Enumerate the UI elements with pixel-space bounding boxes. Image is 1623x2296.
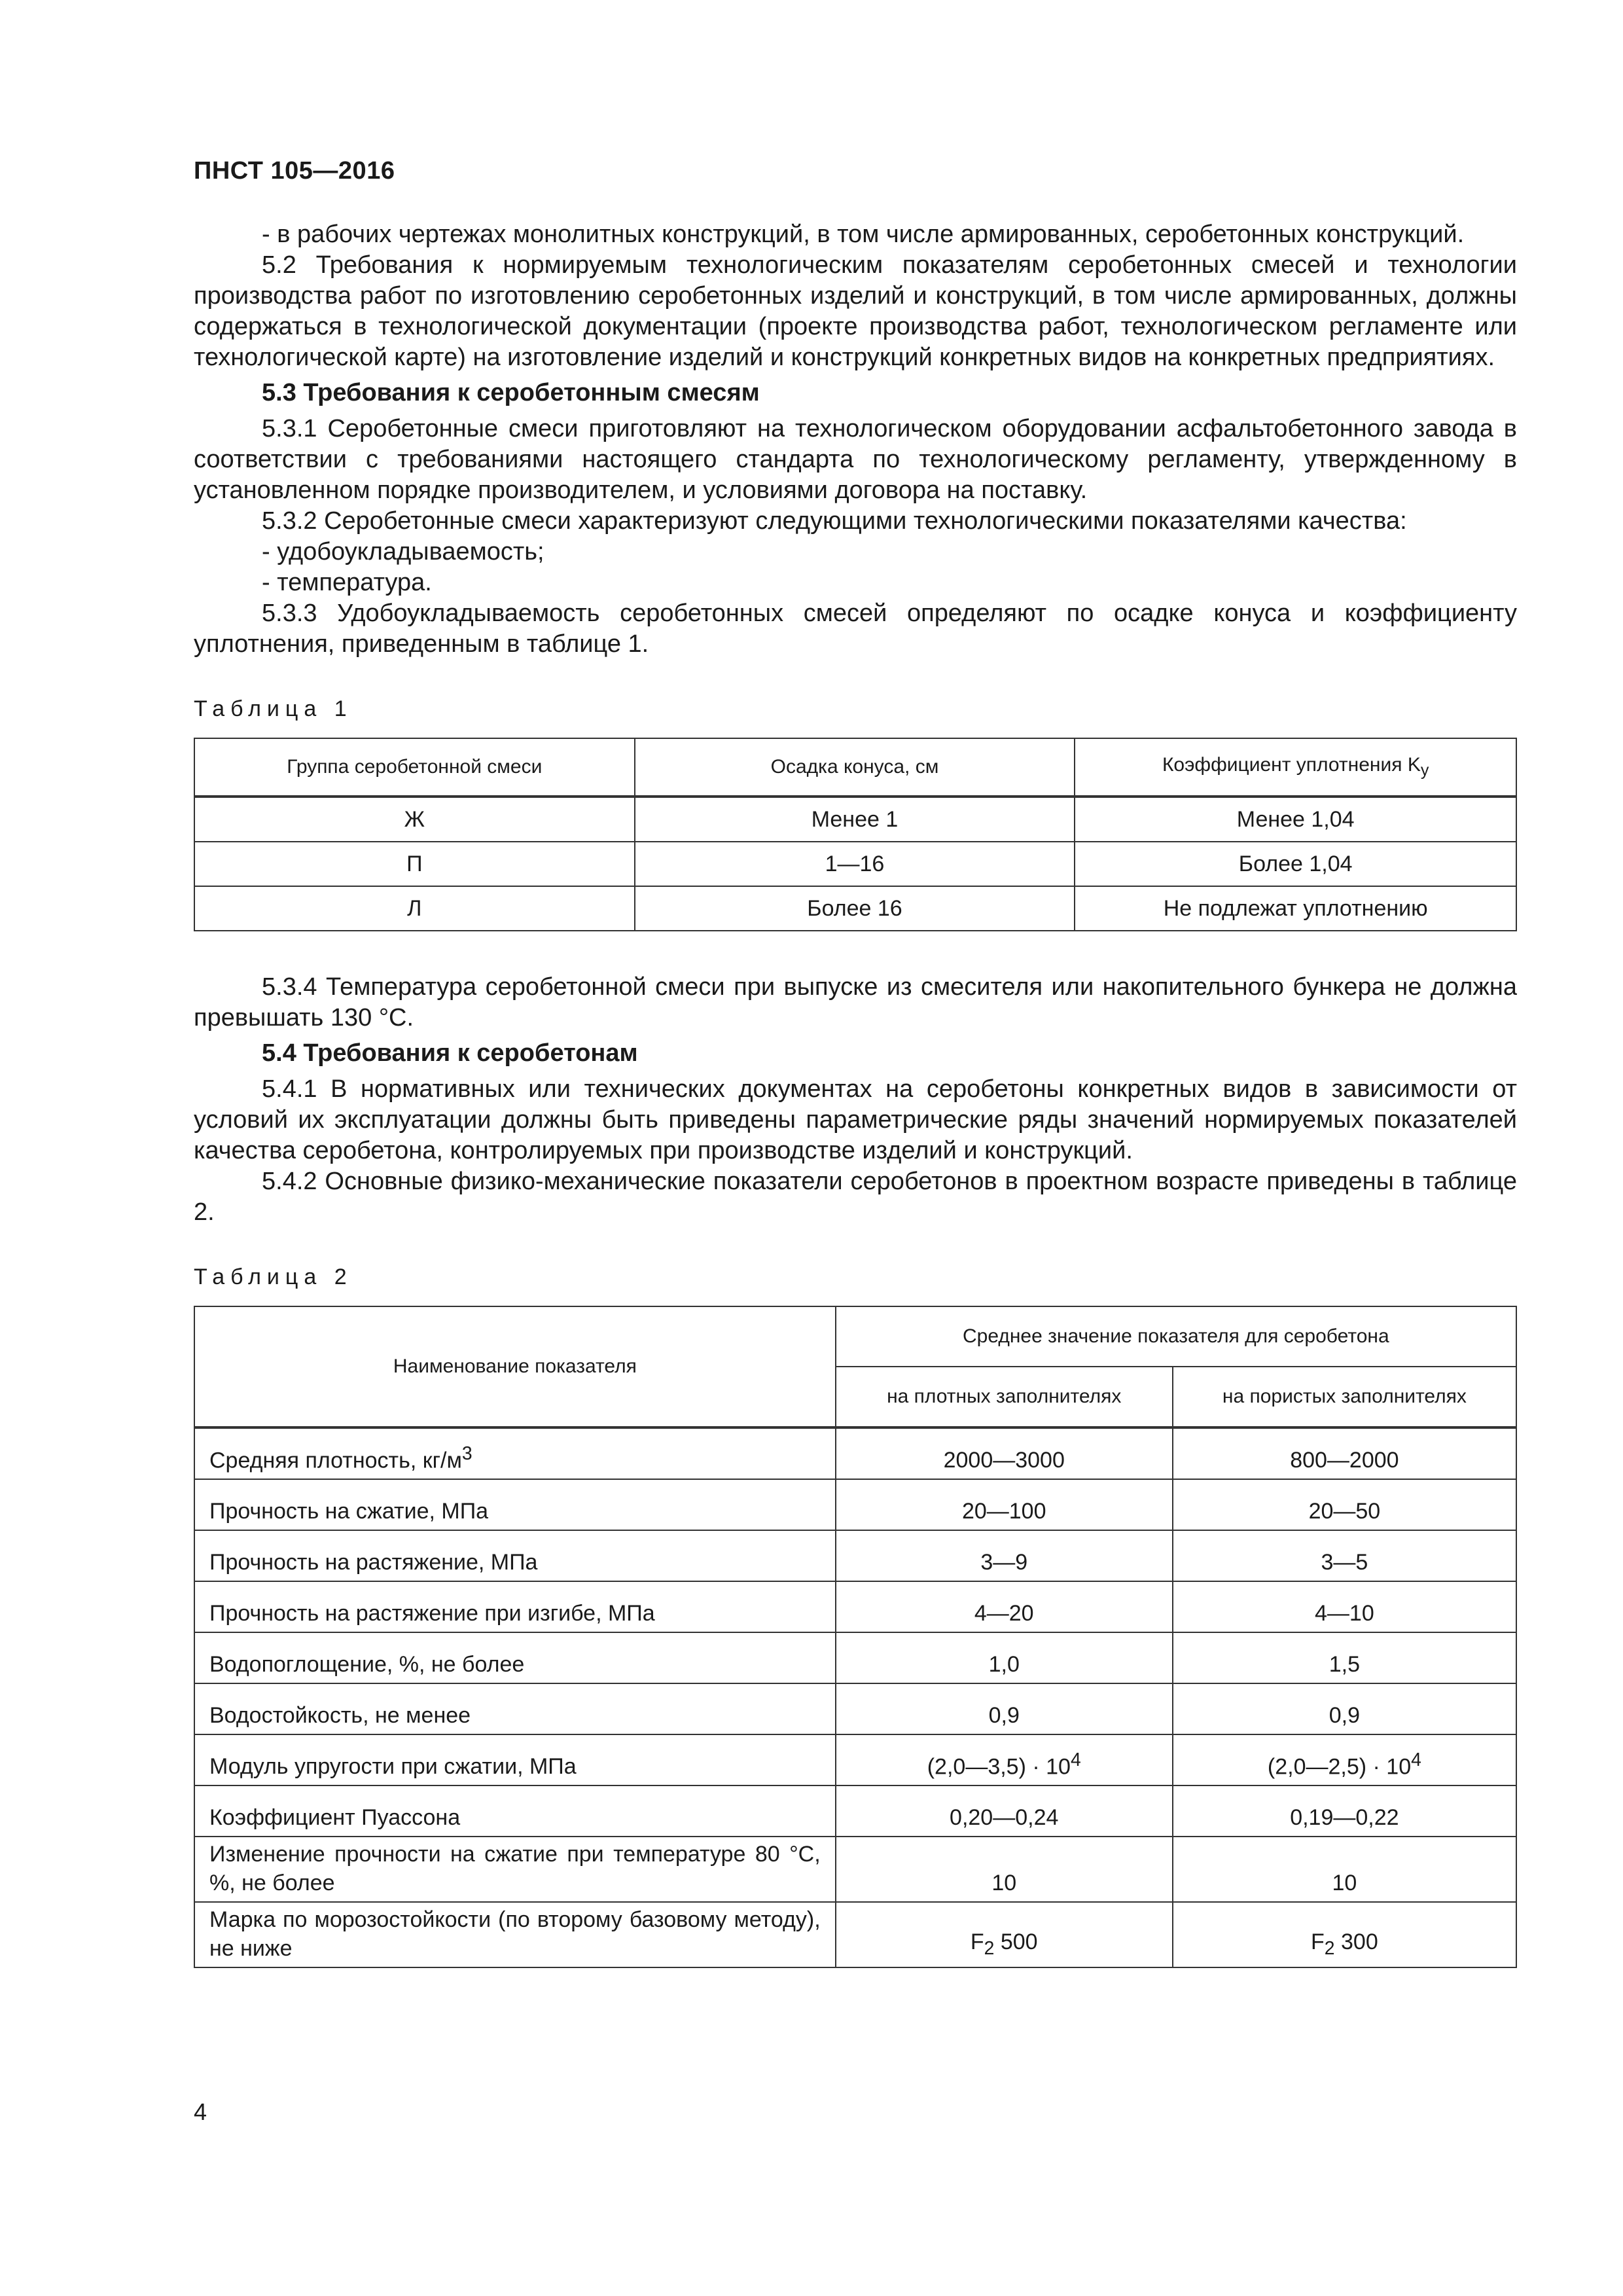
indicator-text: Прочность на сжатие, МПа	[209, 1499, 489, 1524]
value-text: 800—2000	[1290, 1448, 1399, 1473]
indicator-text: Коэффициент Пуассона	[209, 1805, 461, 1830]
table2-indicator-name	[194, 1632, 836, 1683]
value-subscript: 2	[984, 1938, 995, 1959]
table2-value-dense	[836, 1530, 1173, 1581]
table2-value-porous	[1173, 1530, 1516, 1581]
value-text: (2,0—2,5) · 10	[1267, 1754, 1412, 1779]
table-row	[194, 797, 1516, 842]
table1-cell: Не подлежат уплотнению	[1075, 886, 1516, 931]
table-row	[194, 1902, 1516, 1967]
table2-value-dense	[836, 1785, 1173, 1837]
table1-cell: 1—16	[635, 842, 1075, 886]
table-row	[194, 1632, 1516, 1683]
table-row	[194, 1530, 1516, 1581]
table2-caption: Таблица 2	[194, 1265, 353, 1289]
table2-indicator-name	[194, 1479, 836, 1530]
table-row	[194, 1683, 1516, 1734]
section-heading-5-4: 5.4 Требования к серобетонам	[262, 1039, 638, 1067]
value-text: 3—5	[1321, 1550, 1368, 1575]
table-row	[194, 1785, 1516, 1837]
table2-indicator-name	[194, 1683, 836, 1734]
paragraph-5-3-3: 5.3.3 Удобоукладываемость серобетонных смесей определяют по осадке конуса и коэффициенту уплотнения, приведенным в таблице 1.	[194, 600, 1517, 658]
table2-value-dense	[836, 1479, 1173, 1530]
table-row	[194, 842, 1516, 886]
table2-indicator-name	[194, 1581, 836, 1632]
table2-value-dense	[836, 1683, 1173, 1734]
table1-header-coef: Коэффициент уплотнения $K_у$	[1075, 738, 1516, 797]
value-text: 2000—3000	[943, 1448, 1065, 1473]
page-number: 4	[194, 2098, 207, 2125]
value-text: 0,9	[1329, 1703, 1361, 1728]
value-text: 300	[1334, 1929, 1378, 1955]
paragraph-5-2: 5.2 Требования к нормируемым технологическим показателям серобетонных смесей и технологии производства работ по изготовлению серобетонных изделий и конструкций, в том числе армированных, должны содержаться в технологической документации (проекте производства работ, технологическом регламенте или технологической карте) на изготовление изделий и конструкций конкретных видов на конкретных предприятиях.	[194, 251, 1517, 371]
table1-cell: Менее 1	[635, 797, 1075, 842]
table2-value-porous	[1173, 1837, 1516, 1902]
section-heading-5-3: 5.3 Требования к серобетонным смесям	[262, 379, 760, 406]
table2-value-dense	[836, 1427, 1173, 1479]
table2-value-dense	[836, 1632, 1173, 1683]
table2-header-name: Наименование показателя	[194, 1306, 836, 1427]
value-text: 0,9	[988, 1703, 1020, 1728]
table-row	[194, 1479, 1516, 1530]
value-prefix: F	[970, 1929, 984, 1955]
indicator-text: Прочность на растяжение при изгибе, МПа	[209, 1601, 655, 1626]
table2-header-row-1	[194, 1306, 1516, 1367]
table1-header-row	[194, 738, 1516, 797]
table2-value-porous	[1173, 1785, 1516, 1837]
table1-cell: Менее 1,04	[1075, 797, 1516, 842]
table1-cell: Более 1,04	[1075, 842, 1516, 886]
table1-cell: Ж	[194, 797, 635, 842]
indicator-text: Водостойкость, не менее	[209, 1703, 471, 1728]
table2-value-porous	[1173, 1902, 1516, 1967]
table1-header-group: Группа серобетонной смеси	[194, 738, 635, 797]
value-text: (2,0—3,5) · 10	[927, 1754, 1071, 1779]
value-text: 20—100	[961, 1499, 1046, 1524]
table2-header-porous: на пористых заполнителях	[1173, 1367, 1516, 1427]
indicator-superscript: 3	[461, 1443, 473, 1464]
document-header: ПНСТ 105—2016	[194, 157, 395, 185]
table-row	[194, 1734, 1516, 1785]
indicator-text: Средняя плотность, кг/м	[209, 1448, 462, 1473]
indicator-text: Водопоглощение, %, не более	[209, 1652, 525, 1677]
value-text: 20—50	[1308, 1499, 1381, 1524]
indicator-text: Модуль упругости при сжатии, МПа	[209, 1754, 577, 1779]
table-row	[194, 1427, 1516, 1479]
table1-cell: Л	[194, 886, 635, 931]
table-row	[194, 1581, 1516, 1632]
list-item-workability: - удобоукладываемость;	[262, 538, 544, 565]
table2-value-porous	[1173, 1427, 1516, 1479]
value-superscript: 4	[1411, 1749, 1421, 1770]
table2-indicator-name	[194, 1785, 836, 1837]
value-text: 10	[1332, 1871, 1357, 1895]
table2-indicator-name	[194, 1837, 836, 1902]
table1-header-slump: Осадка конуса, см	[635, 738, 1075, 797]
table-1	[194, 738, 1517, 931]
value-text: 0,20—0,24	[950, 1805, 1059, 1830]
paragraph-5-4-2: 5.4.2 Основные физико-механические показатели серобетонов в проектном возрасте приведены в таблице 2.	[194, 1168, 1517, 1226]
table2-value-porous	[1173, 1479, 1516, 1530]
table1-cell: Более 16	[635, 886, 1075, 931]
table2-value-dense	[836, 1902, 1173, 1967]
paragraph-5-3-2: 5.3.2 Серобетонные смеси характеризуют следующими технологическими показателями качества:	[262, 507, 1407, 535]
table2-header-dense: на плотных заполнителях	[836, 1367, 1173, 1427]
table-2	[194, 1306, 1517, 1968]
value-text: 0,19—0,22	[1290, 1805, 1399, 1830]
table1-cell: П	[194, 842, 635, 886]
value-prefix: F	[1311, 1929, 1325, 1955]
table2-indicator-name	[194, 1902, 836, 1967]
table2-value-porous	[1173, 1683, 1516, 1734]
value-superscript: 4	[1070, 1749, 1081, 1770]
table2-value-porous	[1173, 1581, 1516, 1632]
table2-indicator-name	[194, 1734, 836, 1785]
table2-value-porous	[1173, 1734, 1516, 1785]
table2-value-dense	[836, 1581, 1173, 1632]
table-row	[194, 1837, 1516, 1902]
paragraph-5-3-4: 5.3.4 Температура серобетонной смеси при выпуске из смесителя или накопительного бункера не должна превышать 130 °С.	[194, 973, 1517, 1031]
value-text: 1,0	[988, 1652, 1020, 1677]
table1-caption: Таблица 1	[194, 696, 353, 721]
value-text: 10	[991, 1871, 1017, 1895]
paragraph-5-4-1: 5.4.1 В нормативных или технических документах на серобетоны конкретных видов в зависимости от условий их эксплуатации должны быть приведены параметрические ряды значений нормируемых показателей качества серобетона, контролируемых при производстве изделий и конструкций.	[194, 1075, 1517, 1164]
value-text: 4—10	[1315, 1601, 1374, 1626]
value-text: 3—9	[980, 1550, 1028, 1575]
value-text: 4—20	[974, 1601, 1034, 1626]
paragraph-5-3-1: 5.3.1 Серобетонные смеси приготовляют на технологическом оборудовании асфальтобетонного завода в соответствии с требованиями настоящего стандарта по технологическому регламенту, утвержденному в установленном порядке производителем, и условиями договора на поставку.	[194, 415, 1517, 504]
value-text: 1,5	[1329, 1652, 1361, 1677]
indicator-text: Марка по морозостойкости (по второму базовому методу), не ниже	[209, 1907, 821, 1961]
table2-value-dense	[836, 1734, 1173, 1785]
table2-value-porous	[1173, 1632, 1516, 1683]
indicator-text: Прочность на растяжение, МПа	[209, 1550, 538, 1575]
list-item-temperature: - температура.	[262, 569, 432, 596]
table-row	[194, 886, 1516, 931]
value-text: 500	[994, 1929, 1038, 1955]
value-subscript: 2	[1324, 1938, 1335, 1959]
table2-indicator-name	[194, 1427, 836, 1479]
paragraph-list-item: - в рабочих чертежах монолитных конструкций, в том числе армированных, серобетонных конструкций.	[262, 221, 1465, 248]
document-page	[194, 157, 1517, 1968]
indicator-text: Изменение прочности на сжатие при температуре 80 °С, %, не более	[209, 1842, 821, 1895]
table2-value-dense	[836, 1837, 1173, 1902]
table2-indicator-name	[194, 1530, 836, 1581]
table2-header-group: Среднее значение показателя для серобетона	[836, 1306, 1516, 1367]
